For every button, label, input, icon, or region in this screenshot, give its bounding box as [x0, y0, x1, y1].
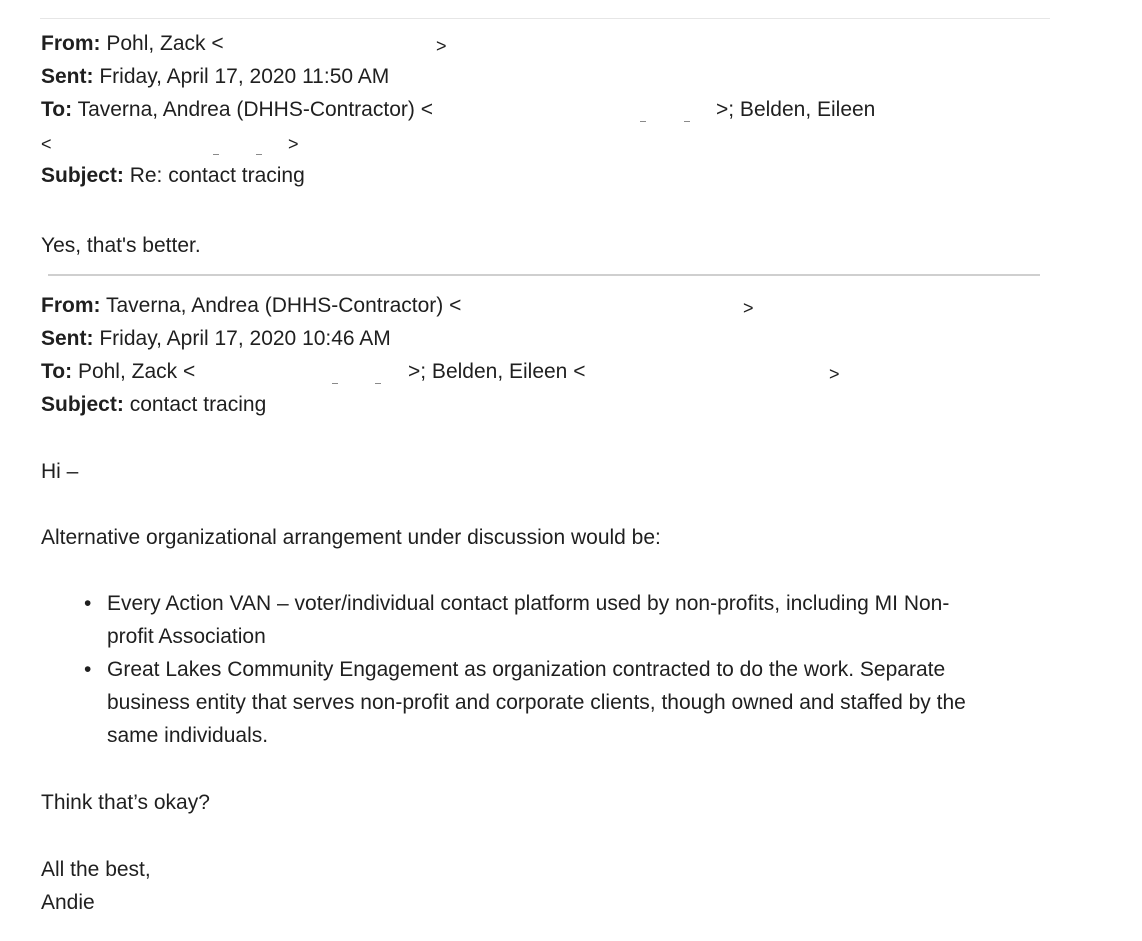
redaction-mark — [256, 154, 262, 155]
reply-body: Yes, that's better. — [41, 234, 201, 257]
to-value: Taverna, Andrea (DHHS-Contractor) < — [77, 98, 433, 121]
sent-label: Sent: — [41, 65, 94, 88]
list-item-line: business entity that serves non-profit and corporate clients, though owned and staffed by the — [107, 691, 966, 714]
subject-value: Re: contact tracing — [129, 164, 305, 187]
bullet-icon: • — [84, 658, 92, 681]
redaction-mark — [684, 121, 690, 122]
to-recipient-2: >; Belden, Eileen < — [408, 360, 586, 383]
from-label: From: — [41, 294, 101, 317]
original-sent-line — [41, 326, 391, 352]
list-item-line: same individuals. — [107, 724, 269, 747]
redaction-open-bracket: < — [41, 134, 52, 154]
sent-label: Sent: — [41, 327, 94, 350]
redaction-mark — [213, 154, 219, 155]
subject-value: contact tracing — [129, 393, 267, 416]
list-item-line: Great Lakes Community Engagement as organization contracted to do the work. Separate — [107, 658, 946, 681]
redaction-mark — [332, 383, 338, 384]
reply-subject-line — [41, 163, 305, 189]
bullet-icon: • — [84, 592, 92, 615]
subject-label: Subject: — [41, 393, 124, 416]
list-item — [0, 653, 1100, 752]
original-to-line — [41, 359, 195, 385]
to-value: Pohl, Zack < — [77, 360, 196, 383]
from-value: Taverna, Andrea (DHHS-Contractor) < — [105, 294, 462, 317]
redaction-mark — [640, 121, 646, 122]
reply-to-line — [41, 97, 433, 123]
reply-from-line — [41, 31, 224, 57]
list-item — [0, 587, 1100, 653]
to-label: To: — [41, 98, 73, 121]
redaction-close-bracket: > — [743, 298, 754, 318]
from-label: From: — [41, 32, 101, 55]
from-value: Pohl, Zack < — [106, 32, 224, 55]
redaction-close-bracket: > — [436, 36, 447, 56]
list-item-line: profit Association — [107, 625, 266, 648]
to-recipient-2: >; Belden, Eileen — [716, 98, 876, 121]
redaction-close-bracket: > — [829, 364, 840, 384]
greeting: Hi – — [41, 460, 79, 483]
question-paragraph: Think that’s okay? — [41, 791, 210, 814]
reply-sent-line — [41, 64, 389, 90]
signature: Andie — [41, 891, 95, 914]
sent-value: Friday, April 17, 2020 10:46 AM — [99, 327, 391, 350]
to-label: To: — [41, 360, 73, 383]
bullet-list — [0, 587, 1100, 752]
original-subject-line — [41, 392, 266, 418]
redaction-close-bracket: > — [288, 134, 299, 154]
top-divider — [40, 18, 1050, 19]
redaction-mark — [375, 383, 381, 384]
closing: All the best, — [41, 858, 151, 881]
subject-label: Subject: — [41, 164, 124, 187]
list-item-line: Every Action VAN – voter/individual contact platform used by non-profits, including MI Non- — [107, 592, 950, 615]
intro-paragraph: Alternative organizational arrangement under discussion would be: — [41, 526, 661, 549]
sent-value: Friday, April 17, 2020 11:50 AM — [99, 65, 390, 88]
original-from-line — [41, 293, 461, 319]
message-divider — [48, 274, 1040, 276]
